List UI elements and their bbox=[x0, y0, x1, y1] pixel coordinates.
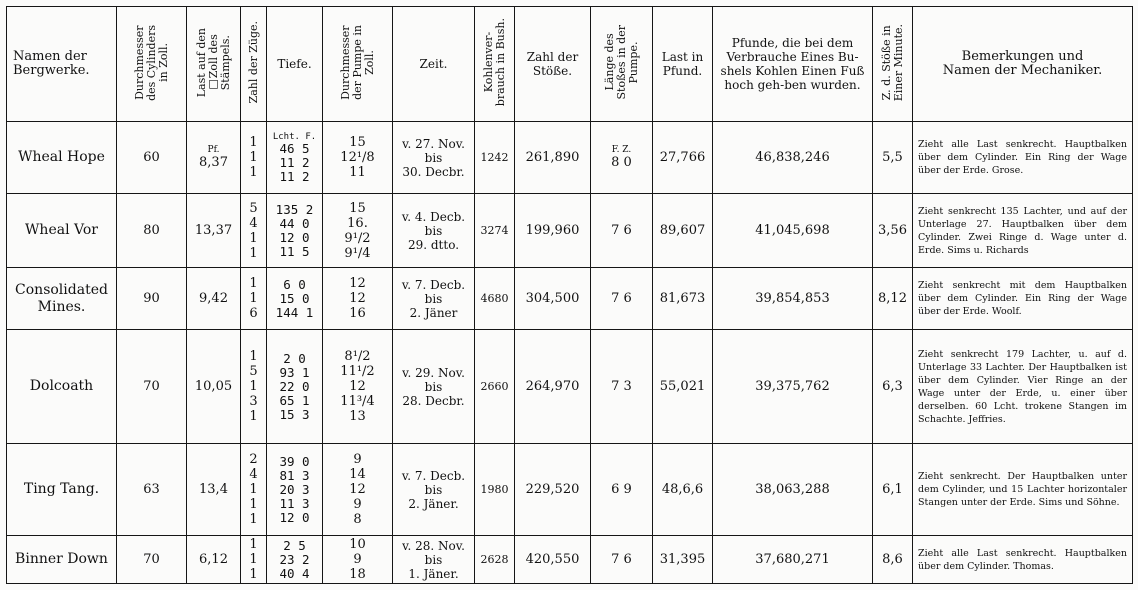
lift-count: 1 bbox=[249, 512, 258, 527]
depth-value: 44 0 bbox=[279, 215, 310, 231]
cyl-diameter: 90 bbox=[143, 291, 160, 306]
stroke-length-cell bbox=[591, 122, 653, 194]
load-cell bbox=[187, 444, 241, 536]
stroke-length-cell bbox=[591, 194, 653, 268]
mine-name: Binner Down bbox=[15, 551, 108, 567]
coal-value: 2660 bbox=[480, 380, 509, 393]
depth-value: 144 1 bbox=[275, 304, 314, 320]
time-cell bbox=[393, 330, 475, 444]
lift-count: 1 bbox=[249, 150, 258, 165]
remark-cell bbox=[913, 268, 1133, 330]
lift-count: 5 bbox=[249, 200, 258, 216]
pump-diameter: 18 bbox=[349, 567, 366, 582]
duty-cell bbox=[713, 194, 873, 268]
time-line: v. 28. Nov. bbox=[402, 538, 465, 553]
coal-value: 3274 bbox=[480, 224, 509, 237]
mine-name-cell bbox=[7, 268, 117, 330]
load-pounds-value: 89,607 bbox=[659, 223, 706, 238]
stroke-length-value: 7 6 bbox=[611, 291, 632, 306]
header-depth: Tiefe. bbox=[267, 7, 323, 122]
lift-count: 1 bbox=[249, 276, 258, 291]
stroke-length-cell bbox=[591, 536, 653, 584]
spm-cell bbox=[873, 268, 913, 330]
lifts-cell bbox=[241, 444, 267, 536]
lift-count: 1 bbox=[249, 497, 258, 512]
cyl-diameter-cell bbox=[117, 268, 187, 330]
remark-text: Zieht alle Last senkrecht. Hauptbalken über dem Cylinder. Ein Ring der Wage über der Erde. Grose. bbox=[918, 139, 1127, 176]
header-pump-diameter: Durchmesser der Pumpe in Zoll. bbox=[323, 7, 393, 122]
coal-value: 1980 bbox=[480, 483, 509, 496]
depth-value: 11 5 bbox=[279, 243, 310, 259]
pump-diameter: 9¹/2 bbox=[344, 230, 371, 246]
strokes-cell bbox=[515, 330, 591, 444]
time-line: 2. Jäner. bbox=[408, 496, 459, 511]
strokes-value: 304,500 bbox=[525, 291, 580, 306]
load-cell bbox=[187, 194, 241, 268]
time-line: v. 7. Decb. bbox=[401, 468, 466, 483]
strokes-value: 264,970 bbox=[525, 379, 580, 394]
depth-value: 11 2 bbox=[279, 154, 310, 170]
strokes-cell bbox=[515, 268, 591, 330]
depth-cell bbox=[267, 122, 323, 194]
time-line: bis bbox=[424, 223, 443, 238]
cyl-diameter-cell bbox=[117, 536, 187, 584]
load-value: 8,37 bbox=[199, 155, 228, 170]
pump-diameter: 15 bbox=[349, 200, 366, 216]
depth-value: 23 2 bbox=[279, 551, 310, 567]
pump-cell bbox=[323, 444, 393, 536]
pump-diameter: 10 bbox=[349, 537, 366, 552]
load-pounds-value: 55,021 bbox=[659, 379, 706, 394]
remark-text: Zieht senkrecht mit dem Hauptbalken über dem Cylinder. Ein Ring der Wage über der Erde. Woolf. bbox=[918, 280, 1127, 317]
lift-count: 5 bbox=[249, 364, 258, 379]
time-line: v. 29. Nov. bbox=[402, 365, 465, 380]
stroke-length-value: 6 9 bbox=[611, 482, 632, 497]
pump-cell bbox=[323, 194, 393, 268]
load-value: 13,37 bbox=[194, 223, 233, 238]
lift-count: 1 bbox=[249, 567, 258, 582]
strokes-per-minute-value: 8,12 bbox=[878, 291, 907, 306]
load-pounds-cell bbox=[653, 330, 713, 444]
cyl-diameter-cell bbox=[117, 194, 187, 268]
depth-value: 20 3 bbox=[279, 481, 310, 497]
load-pounds-cell bbox=[653, 122, 713, 194]
time-line: bis bbox=[424, 150, 443, 165]
remark-text: Zieht senkrecht 135 Lachter, und auf der Unterlage 27. Hauptbalken über dem Cylinder. Zwei Ringe d. Wage unter d. Erde. Sims u. Richards bbox=[918, 205, 1127, 256]
unit-label: Pf. bbox=[207, 145, 220, 155]
mine-name: Ting Tang. bbox=[23, 481, 100, 497]
mine-name: Wheal Hope bbox=[18, 149, 105, 165]
load-pounds-value: 81,673 bbox=[659, 291, 706, 306]
strokes-per-minute-value: 3,56 bbox=[878, 223, 907, 238]
mine-name-cell bbox=[7, 536, 117, 584]
pump-cell bbox=[323, 122, 393, 194]
duty-value: 39,375,762 bbox=[755, 379, 830, 394]
duty-value: 39,854,853 bbox=[755, 291, 830, 306]
steam-engine-table bbox=[6, 6, 1133, 584]
remark-cell bbox=[913, 122, 1133, 194]
depth-value: 40 4 bbox=[279, 565, 310, 581]
lifts-cell bbox=[241, 330, 267, 444]
depth-cell bbox=[267, 194, 323, 268]
load-pounds-cell bbox=[653, 268, 713, 330]
strokes-value: 420,550 bbox=[525, 552, 580, 567]
time-line: 30. Decbr. bbox=[402, 164, 465, 179]
depth-cell bbox=[267, 536, 323, 584]
lift-count: 6 bbox=[249, 306, 258, 321]
table-row bbox=[7, 194, 1133, 268]
cyl-diameter: 63 bbox=[143, 482, 160, 497]
load-value: 6,12 bbox=[199, 552, 228, 567]
cyl-diameter: 70 bbox=[143, 552, 160, 567]
load-pounds-value: 48,6,6 bbox=[661, 482, 704, 497]
time-cell bbox=[393, 536, 475, 584]
header-load-per-sq-inch: Last auf den □Zoll des Stämpels. bbox=[187, 7, 241, 122]
depth-value: 39 0 bbox=[279, 453, 310, 469]
pump-diameter: 9 bbox=[353, 452, 362, 467]
lift-count: 1 bbox=[249, 245, 258, 261]
stroke-length-cell bbox=[591, 268, 653, 330]
table-row bbox=[7, 444, 1133, 536]
coal-cell bbox=[475, 330, 515, 444]
lift-count: 1 bbox=[249, 537, 258, 552]
coal-cell bbox=[475, 536, 515, 584]
table-row bbox=[7, 268, 1133, 330]
time-cell bbox=[393, 122, 475, 194]
pump-diameter: 14 bbox=[349, 467, 366, 482]
coal-value: 2628 bbox=[480, 553, 509, 566]
time-line: v. 4. Decb. bbox=[401, 209, 466, 224]
load-pounds-cell bbox=[653, 536, 713, 584]
load-pounds-cell bbox=[653, 194, 713, 268]
header-time: Zeit. bbox=[393, 7, 475, 122]
lift-count: 1 bbox=[249, 230, 258, 246]
lifts-cell bbox=[241, 268, 267, 330]
strokes-value: 199,960 bbox=[525, 223, 580, 238]
header-num-strokes: Zahl der Stöße. bbox=[515, 7, 591, 122]
time-line: bis bbox=[424, 552, 443, 567]
lift-count: 1 bbox=[249, 379, 258, 394]
remark-text: Zieht alle Last senkrecht. Hauptbalken über dem Cylinder. Thomas. bbox=[918, 547, 1127, 572]
remark-text: Zieht senkrecht 179 Lachter, u. auf d. Unterlage 33 Lachter. Der Hauptbalken ist über dem Cylinder. Vier Ringe an der Wage unter der Erde, u. einer über derselben. 60 Lcht. trokene Stangen im Schachte. Jeffries. bbox=[918, 348, 1127, 425]
strokes-cell bbox=[515, 194, 591, 268]
depth-value: 12 0 bbox=[279, 509, 310, 525]
coal-cell bbox=[475, 194, 515, 268]
depth-cell bbox=[267, 268, 323, 330]
header-num-lifts: Zahl der Züge. bbox=[241, 7, 267, 122]
stroke-length-cell bbox=[591, 444, 653, 536]
cyl-diameter: 80 bbox=[143, 223, 160, 238]
load-cell bbox=[187, 330, 241, 444]
lift-count: 1 bbox=[249, 482, 258, 497]
mine-name: Wheal Vor bbox=[25, 222, 98, 238]
depth-value: 93 1 bbox=[279, 364, 310, 380]
pump-diameter: 12 bbox=[349, 291, 366, 306]
spm-cell bbox=[873, 536, 913, 584]
stroke-length-value: 7 6 bbox=[611, 552, 632, 567]
pump-diameter: 8 bbox=[353, 512, 362, 527]
lift-count: 1 bbox=[249, 165, 258, 180]
lift-count: 1 bbox=[249, 291, 258, 306]
lift-count: 4 bbox=[249, 467, 258, 482]
spm-cell bbox=[873, 194, 913, 268]
load-pounds-value: 31,395 bbox=[659, 552, 706, 567]
spm-cell bbox=[873, 444, 913, 536]
coal-cell bbox=[475, 268, 515, 330]
depth-value: 2 0 bbox=[283, 350, 306, 366]
time-line: 29. dtto. bbox=[407, 237, 460, 252]
duty-cell bbox=[713, 536, 873, 584]
unit-label: Lcht. F. bbox=[272, 131, 317, 142]
spm-cell bbox=[873, 122, 913, 194]
table-row bbox=[7, 536, 1133, 584]
mine-name-cell bbox=[7, 330, 117, 444]
remark-cell bbox=[913, 194, 1133, 268]
time-line: bis bbox=[424, 379, 443, 394]
depth-value: 15 3 bbox=[279, 406, 310, 422]
depth-value: 2 5 bbox=[283, 537, 306, 553]
remark-cell bbox=[913, 330, 1133, 444]
pump-diameter: 9¹/4 bbox=[344, 245, 371, 261]
time-line: v. 7. Decb. bbox=[401, 277, 466, 292]
depth-value: 65 1 bbox=[279, 392, 310, 408]
depth-value: 81 3 bbox=[279, 467, 310, 483]
strokes-per-minute-value: 8,6 bbox=[882, 552, 903, 567]
lift-count: 3 bbox=[249, 394, 258, 409]
remark-text: Zieht senkrecht. Der Hauptbalken unter dem Cylinder, und 15 Lachter horizontaler Stangen unter der Erde. Sims und Söhne. bbox=[918, 471, 1127, 508]
duty-value: 46,838,246 bbox=[755, 150, 830, 165]
pump-diameter: 12¹/8 bbox=[340, 150, 375, 165]
time-line: bis bbox=[424, 482, 443, 497]
pump-diameter: 16. bbox=[347, 215, 368, 231]
pump-diameter: 11³/4 bbox=[340, 394, 375, 409]
pump-diameter: 12 bbox=[349, 276, 366, 291]
stroke-length-value: 7 6 bbox=[611, 223, 632, 238]
pump-diameter: 9 bbox=[353, 552, 362, 567]
lift-count: 1 bbox=[249, 349, 258, 364]
coal-cell bbox=[475, 444, 515, 536]
strokes-cell bbox=[515, 122, 591, 194]
remark-cell bbox=[913, 536, 1133, 584]
load-cell bbox=[187, 536, 241, 584]
pump-diameter: 11 bbox=[349, 165, 366, 180]
strokes-per-minute-value: 6,3 bbox=[882, 379, 903, 394]
table-row bbox=[7, 330, 1133, 444]
stroke-length-value: 8 0 bbox=[611, 155, 632, 170]
mine-name: Dolcoath bbox=[29, 378, 94, 394]
depth-value: 135 2 bbox=[275, 201, 314, 217]
pump-diameter: 12 bbox=[349, 482, 366, 497]
depth-cell bbox=[267, 444, 323, 536]
lifts-cell bbox=[241, 122, 267, 194]
coal-value: 1242 bbox=[480, 151, 509, 164]
remark-cell bbox=[913, 444, 1133, 536]
cyl-diameter: 70 bbox=[143, 379, 160, 394]
duty-cell bbox=[713, 122, 873, 194]
load-value: 10,05 bbox=[194, 379, 233, 394]
header-duty: Pfunde, die bei dem Verbrauche Eines Bu-shels Kohlen Einen Fuß hoch geh-ben wurden. bbox=[713, 7, 873, 122]
cyl-diameter-cell bbox=[117, 444, 187, 536]
time-line: 28. Decbr. bbox=[402, 393, 465, 408]
depth-value: 11 2 bbox=[279, 168, 310, 184]
stroke-length-cell bbox=[591, 330, 653, 444]
lifts-cell bbox=[241, 194, 267, 268]
depth-value: 15 0 bbox=[279, 290, 310, 306]
mine-name-cell bbox=[7, 444, 117, 536]
header-load-pounds: Last in Pfund. bbox=[653, 7, 713, 122]
depth-value: 12 0 bbox=[279, 229, 310, 245]
time-line: v. 27. Nov. bbox=[402, 136, 465, 151]
lift-count: 1 bbox=[249, 552, 258, 567]
strokes-value: 261,890 bbox=[525, 150, 580, 165]
time-cell bbox=[393, 268, 475, 330]
header-stroke-length: Länge des Stoßes in der Pumpe. bbox=[591, 7, 653, 122]
time-cell bbox=[393, 444, 475, 536]
pump-cell bbox=[323, 330, 393, 444]
duty-cell bbox=[713, 268, 873, 330]
unit-label: F. Z. bbox=[611, 145, 632, 155]
depth-value: 46 5 bbox=[279, 140, 310, 156]
load-cell bbox=[187, 122, 241, 194]
time-line: 2. Jäner bbox=[409, 305, 458, 320]
header-remarks: Bemerkungen und Namen der Mechaniker. bbox=[913, 7, 1133, 122]
header-row bbox=[7, 7, 1133, 122]
pump-diameter: 11¹/2 bbox=[340, 364, 375, 379]
coal-cell bbox=[475, 122, 515, 194]
strokes-cell bbox=[515, 444, 591, 536]
depth-value: 11 3 bbox=[279, 495, 310, 511]
stroke-length-value: 7 3 bbox=[611, 379, 632, 394]
duty-cell bbox=[713, 444, 873, 536]
pump-cell bbox=[323, 268, 393, 330]
coal-value: 4680 bbox=[480, 292, 509, 305]
mine-name: Consolidated Mines. bbox=[15, 281, 108, 315]
strokes-per-minute-value: 6,1 bbox=[882, 482, 903, 497]
header-name: Namen der Bergwerke. bbox=[7, 7, 117, 122]
load-value: 9,42 bbox=[199, 291, 228, 306]
cyl-diameter-cell bbox=[117, 330, 187, 444]
time-line: bis bbox=[424, 291, 443, 306]
time-line: 1. Jäner. bbox=[408, 566, 459, 581]
lift-count: 1 bbox=[249, 409, 258, 424]
depth-value: 6 0 bbox=[283, 276, 306, 292]
cyl-diameter-cell bbox=[117, 122, 187, 194]
lift-count: 1 bbox=[249, 135, 258, 150]
load-cell bbox=[187, 268, 241, 330]
lift-count: 4 bbox=[249, 215, 258, 231]
header-coal: Kohlenver- brauch in Bush. bbox=[475, 7, 515, 122]
duty-value: 41,045,698 bbox=[755, 223, 830, 238]
load-pounds-value: 27,766 bbox=[659, 150, 706, 165]
pump-diameter: 12 bbox=[349, 379, 366, 394]
duty-value: 38,063,288 bbox=[755, 482, 830, 497]
pump-diameter: 16 bbox=[349, 306, 366, 321]
time-cell bbox=[393, 194, 475, 268]
mine-name-cell bbox=[7, 194, 117, 268]
lifts-cell bbox=[241, 536, 267, 584]
duty-value: 37,680,271 bbox=[755, 552, 830, 567]
mine-name-cell bbox=[7, 122, 117, 194]
pump-diameter: 9 bbox=[353, 497, 362, 512]
load-pounds-cell bbox=[653, 444, 713, 536]
strokes-per-minute-value: 5,5 bbox=[882, 150, 903, 165]
header-cyl-diameter: Durchmesser des Cylinders in Zoll. bbox=[117, 7, 187, 122]
depth-value: 22 0 bbox=[279, 378, 310, 394]
lift-count: 2 bbox=[249, 452, 258, 467]
duty-cell bbox=[713, 330, 873, 444]
spm-cell bbox=[873, 330, 913, 444]
load-value: 13,4 bbox=[199, 482, 228, 497]
strokes-cell bbox=[515, 536, 591, 584]
pump-diameter: 15 bbox=[349, 135, 366, 150]
table-row bbox=[7, 122, 1133, 194]
pump-cell bbox=[323, 536, 393, 584]
pump-diameter: 13 bbox=[349, 409, 366, 424]
header-strokes-per-minute: Z. d. Stöße in Einer Minute. bbox=[873, 7, 913, 122]
strokes-value: 229,520 bbox=[525, 482, 580, 497]
depth-cell bbox=[267, 330, 323, 444]
cyl-diameter: 60 bbox=[143, 150, 160, 165]
pump-diameter: 8¹/2 bbox=[344, 349, 371, 364]
